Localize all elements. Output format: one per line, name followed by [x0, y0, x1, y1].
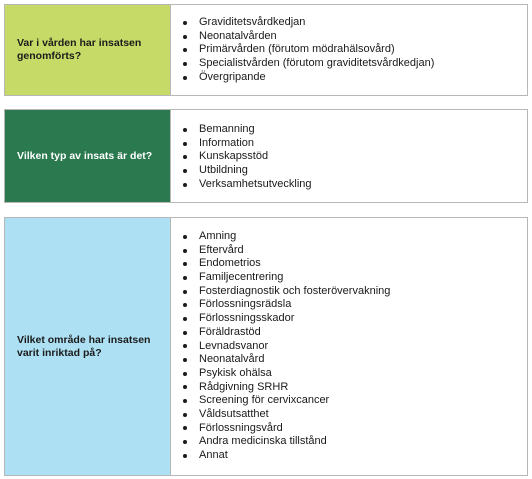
list-item-label: Utbildning — [199, 164, 248, 177]
list-item-label: Information — [199, 136, 255, 149]
bullet-icon — [183, 344, 187, 348]
list-item — [183, 71, 527, 85]
bullet-icon — [183, 76, 187, 80]
list-item — [183, 312, 527, 326]
section-area — [4, 217, 528, 476]
bullet-icon — [183, 399, 187, 403]
bullet-icon — [183, 183, 187, 187]
list-item — [183, 164, 527, 178]
list-item — [183, 30, 527, 44]
list-item-label: Graviditetsvårdkedjan — [199, 16, 306, 28]
section-options — [170, 218, 527, 475]
list-item-label: Eftervård — [199, 243, 244, 256]
list-item — [183, 43, 527, 57]
list-item-label: Endometrios — [199, 257, 261, 270]
list-item — [183, 449, 527, 463]
bullet-icon — [183, 235, 187, 239]
list-item — [183, 285, 527, 299]
bullet-icon — [183, 249, 187, 253]
list-item — [183, 408, 527, 422]
bullet-icon — [183, 276, 187, 280]
section-question: Vilken typ av insats är det? — [5, 110, 170, 202]
option-list — [183, 123, 527, 191]
list-item-label: Förlossningsrädsla — [199, 298, 292, 311]
bullet-icon — [183, 358, 187, 362]
list-item — [183, 367, 527, 381]
bullet-icon — [183, 169, 187, 173]
list-item — [183, 326, 527, 340]
section-type — [4, 109, 528, 203]
section-options — [170, 5, 527, 95]
list-item — [183, 271, 527, 285]
bullet-icon — [183, 440, 187, 444]
list-item-label: Fosterdiagnostik och fosterövervakning — [199, 284, 391, 297]
list-item-label: Familjecentrering — [199, 271, 284, 284]
list-item — [183, 257, 527, 271]
bullet-icon — [183, 128, 187, 132]
option-list — [183, 230, 527, 463]
list-item — [183, 16, 527, 30]
section-options — [170, 110, 527, 202]
list-item — [183, 353, 527, 367]
list-item — [183, 123, 527, 137]
list-item — [183, 298, 527, 312]
list-item-label: Specialistvården (förutom graviditetsvårdkedjan) — [199, 57, 435, 70]
bullet-icon — [183, 48, 187, 52]
list-item — [183, 340, 527, 354]
list-item-label: Kunskapsstöd — [199, 150, 269, 163]
bullet-icon — [183, 142, 187, 146]
list-item — [183, 150, 527, 164]
option-list — [183, 16, 527, 84]
bullet-icon — [183, 303, 187, 307]
bullet-icon — [183, 35, 187, 39]
list-item-label: Rådgivning SRHR — [199, 380, 289, 393]
list-item-label: Psykisk ohälsa — [199, 366, 272, 379]
list-item-label: Annat — [199, 449, 228, 461]
list-item-label: Levnadsvanor — [199, 339, 269, 352]
list-item — [183, 230, 527, 244]
list-item-label: Förlossningsvård — [199, 421, 283, 434]
list-item — [183, 178, 527, 192]
bullet-icon — [183, 331, 187, 335]
list-item — [183, 137, 527, 151]
section-question: Vilket område har insatsen varit inriktad på? — [5, 218, 170, 475]
bullet-icon — [183, 290, 187, 294]
list-item — [183, 435, 527, 449]
bullet-icon — [183, 413, 187, 417]
list-item — [183, 394, 527, 408]
bullet-icon — [183, 21, 187, 25]
list-item-label: Primärvården (förutom mödrahälsovård) — [199, 43, 395, 56]
section-question: Var i vården har insatsen genomförts? — [5, 5, 170, 95]
list-item — [183, 244, 527, 258]
bullet-icon — [183, 454, 187, 458]
list-item-label: Neonatalvården — [199, 29, 277, 42]
list-item-label: Amning — [199, 230, 237, 242]
bullet-icon — [183, 262, 187, 266]
bullet-icon — [183, 385, 187, 389]
list-item-label: Förlossningsskador — [199, 312, 295, 325]
list-item — [183, 422, 527, 436]
list-item-label: Verksamhetsutveckling — [199, 177, 312, 190]
list-item-label: Neonatalvård — [199, 353, 265, 366]
list-item — [183, 381, 527, 395]
bullet-icon — [183, 317, 187, 321]
bullet-icon — [183, 155, 187, 159]
list-item-label: Andra medicinska tillstånd — [199, 435, 327, 448]
bullet-icon — [183, 62, 187, 66]
list-item-label: Screening för cervixcancer — [199, 394, 330, 407]
list-item-label: Övergripande — [199, 70, 266, 83]
list-item-label: Våldsutsatthet — [199, 407, 269, 420]
list-item-label: Bemanning — [199, 123, 255, 135]
list-item-label: Föräldrastöd — [199, 325, 261, 338]
bullet-icon — [183, 372, 187, 376]
section-location — [4, 4, 528, 96]
bullet-icon — [183, 426, 187, 430]
list-item — [183, 57, 527, 71]
